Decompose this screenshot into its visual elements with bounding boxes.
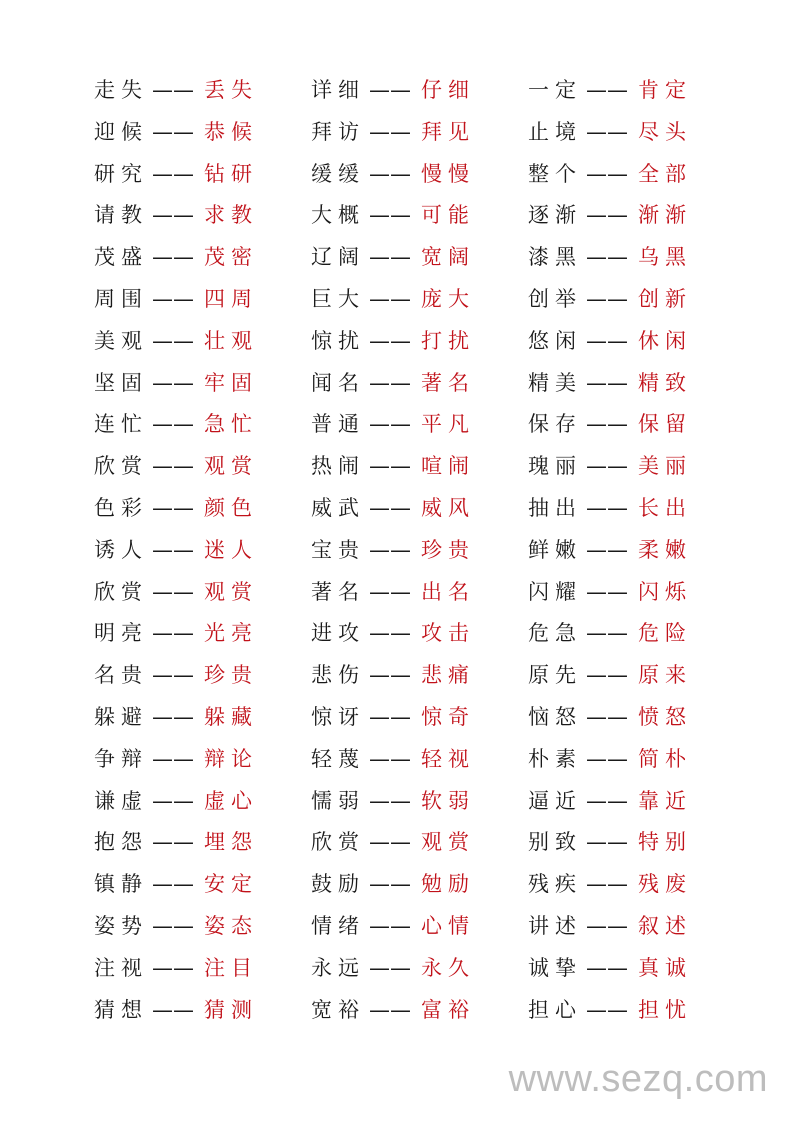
synonym-answer: 乌黑 <box>638 245 692 270</box>
source-word: 原先 <box>528 663 582 688</box>
source-word: 抽出 <box>528 495 582 520</box>
source-word: 姿势 <box>94 913 148 938</box>
pair-separator: —— <box>586 830 628 855</box>
source-word: 保存 <box>528 412 582 437</box>
synonym-answer: 珍贵 <box>204 663 258 688</box>
synonym-pair <box>528 404 692 446</box>
pair-separator: —— <box>369 872 411 897</box>
source-word: 瑰丽 <box>528 454 582 479</box>
pair-separator: —— <box>586 203 628 228</box>
pair-separator: —— <box>369 203 411 228</box>
pair-separator: —— <box>152 913 194 938</box>
synonym-answer: 心情 <box>421 913 475 938</box>
pair-separator: —— <box>586 997 628 1022</box>
synonym-answer: 软弱 <box>421 788 475 813</box>
synonym-answer: 埋怨 <box>204 830 258 855</box>
source-word: 欣赏 <box>94 579 148 604</box>
synonym-pair <box>528 70 692 112</box>
source-word: 走失 <box>94 78 148 102</box>
synonym-answer: 著名 <box>421 370 475 395</box>
source-word: 请教 <box>94 203 148 228</box>
synonym-answer: 柔嫩 <box>638 537 692 562</box>
synonym-pair <box>528 446 692 488</box>
synonym-answer: 光亮 <box>204 621 258 646</box>
synonym-pair <box>311 488 475 530</box>
synonym-pair <box>311 321 475 363</box>
synonym-pair <box>94 404 258 446</box>
synonym-answer: 求教 <box>204 203 258 228</box>
source-word: 惊扰 <box>311 328 365 353</box>
pair-separator: —— <box>586 412 628 437</box>
pair-separator: —— <box>152 579 194 604</box>
synonym-pair <box>528 864 692 906</box>
synonym-column-1 <box>94 70 258 1031</box>
synonym-pair <box>311 697 475 739</box>
source-word: 宝贵 <box>311 537 365 562</box>
pair-separator: —— <box>152 746 194 771</box>
synonym-pair <box>94 697 258 739</box>
synonym-pair <box>311 195 475 237</box>
synonym-column-3 <box>528 70 692 1031</box>
synonym-answer: 富裕 <box>421 997 475 1022</box>
synonym-pair <box>94 781 258 823</box>
synonym-pair <box>311 112 475 154</box>
pair-separator: —— <box>586 119 628 144</box>
pair-separator: —— <box>586 913 628 938</box>
source-word: 缓缓 <box>311 161 365 186</box>
synonym-answer: 威风 <box>421 495 475 520</box>
synonym-pair <box>94 70 258 112</box>
synonym-answer: 颜色 <box>204 495 258 520</box>
source-word: 闪耀 <box>528 579 582 604</box>
source-word: 著名 <box>311 579 365 604</box>
synonym-pair <box>311 990 475 1032</box>
source-word: 连忙 <box>94 412 148 437</box>
synonym-pair <box>94 237 258 279</box>
synonym-answer: 急忙 <box>204 412 258 437</box>
synonym-answer: 愤怒 <box>638 704 692 729</box>
source-word: 躲避 <box>94 704 148 729</box>
pair-separator: —— <box>152 704 194 729</box>
pair-separator: —— <box>152 830 194 855</box>
source-word: 永远 <box>311 955 365 980</box>
pair-separator: —— <box>586 663 628 688</box>
source-word: 研究 <box>94 161 148 186</box>
source-word: 危急 <box>528 621 582 646</box>
synonym-answer: 注目 <box>204 955 258 980</box>
synonym-answer: 残废 <box>638 872 692 897</box>
synonym-answer: 惊奇 <box>421 704 475 729</box>
pair-separator: —— <box>152 955 194 980</box>
synonym-answer: 特别 <box>638 830 692 855</box>
synonym-answer: 安定 <box>204 872 258 897</box>
source-word: 整个 <box>528 161 582 186</box>
synonym-answer: 勉励 <box>421 872 475 897</box>
synonym-pair <box>94 739 258 781</box>
synonym-pair <box>528 655 692 697</box>
synonym-pair <box>94 822 258 864</box>
synonym-pair <box>311 572 475 614</box>
synonym-answer: 打扰 <box>421 328 475 353</box>
pair-separator: —— <box>369 78 411 102</box>
pair-separator: —— <box>369 454 411 479</box>
synonym-pair <box>94 572 258 614</box>
synonym-answer: 仔细 <box>421 78 475 102</box>
synonym-pair <box>94 279 258 321</box>
source-word: 色彩 <box>94 495 148 520</box>
synonym-pair <box>528 279 692 321</box>
synonym-answer: 原来 <box>638 663 692 688</box>
pair-separator: —— <box>152 328 194 353</box>
synonym-pair <box>94 321 258 363</box>
synonym-pair <box>94 488 258 530</box>
synonym-pair <box>94 530 258 572</box>
source-word: 坚固 <box>94 370 148 395</box>
pair-separator: —— <box>152 245 194 270</box>
source-word: 朴素 <box>528 746 582 771</box>
source-word: 进攻 <box>311 621 365 646</box>
pair-separator: —— <box>586 245 628 270</box>
source-word: 名贵 <box>94 663 148 688</box>
source-word: 悲伤 <box>311 663 365 688</box>
synonym-pair <box>311 864 475 906</box>
pair-separator: —— <box>586 537 628 562</box>
synonym-answer: 四周 <box>204 286 258 311</box>
pair-separator: —— <box>369 412 411 437</box>
pair-separator: —— <box>369 119 411 144</box>
pair-separator: —— <box>152 161 194 186</box>
source-word: 猜想 <box>94 997 148 1022</box>
synonym-answer: 休闲 <box>638 328 692 353</box>
synonym-answer: 创新 <box>638 286 692 311</box>
source-word: 恼怒 <box>528 704 582 729</box>
synonym-answer: 慢慢 <box>421 161 475 186</box>
source-word: 担心 <box>528 997 582 1022</box>
source-word: 创举 <box>528 286 582 311</box>
source-word: 抱怨 <box>94 830 148 855</box>
pair-separator: —— <box>369 663 411 688</box>
synonym-pair <box>528 906 692 948</box>
pair-separator: —— <box>586 955 628 980</box>
pair-separator: —— <box>152 537 194 562</box>
source-word: 欣赏 <box>311 830 365 855</box>
pair-separator: —— <box>369 788 411 813</box>
synonym-answer: 猜测 <box>204 997 258 1022</box>
synonym-pair <box>311 154 475 196</box>
synonym-answer: 虚心 <box>204 788 258 813</box>
synonym-pair <box>311 781 475 823</box>
source-word: 辽阔 <box>311 245 365 270</box>
synonym-answer: 渐渐 <box>638 203 692 228</box>
synonym-pair <box>311 446 475 488</box>
synonym-pair <box>528 781 692 823</box>
pair-separator: —— <box>369 579 411 604</box>
synonym-pair <box>94 446 258 488</box>
synonym-answer: 拜见 <box>421 119 475 144</box>
synonym-pair <box>94 154 258 196</box>
source-word: 拜访 <box>311 119 365 144</box>
synonym-answer: 尽头 <box>638 119 692 144</box>
pair-separator: —— <box>586 328 628 353</box>
synonym-pair <box>311 948 475 990</box>
synonym-answer: 担忧 <box>638 997 692 1022</box>
source-word: 精美 <box>528 370 582 395</box>
synonym-answer: 保留 <box>638 412 692 437</box>
pair-separator: —— <box>152 872 194 897</box>
synonym-answer: 迷人 <box>204 537 258 562</box>
synonym-pair <box>311 404 475 446</box>
pair-separator: —— <box>369 328 411 353</box>
synonym-answer: 钻研 <box>204 161 258 186</box>
source-word: 鲜嫩 <box>528 537 582 562</box>
source-word: 热闹 <box>311 454 365 479</box>
synonym-pair <box>94 864 258 906</box>
synonym-pair <box>311 530 475 572</box>
synonym-pair <box>94 112 258 154</box>
source-word: 一定 <box>528 78 582 102</box>
synonym-pair <box>528 363 692 405</box>
pair-separator: —— <box>152 788 194 813</box>
source-word: 惊讶 <box>311 704 365 729</box>
synonym-pair <box>311 70 475 112</box>
pair-separator: —— <box>369 537 411 562</box>
synonym-pair <box>528 948 692 990</box>
synonym-answer: 长出 <box>638 495 692 520</box>
source-word: 闻名 <box>311 370 365 395</box>
synonym-answer: 靠近 <box>638 788 692 813</box>
pair-separator: —— <box>586 370 628 395</box>
synonym-answer: 躲藏 <box>204 704 258 729</box>
pair-separator: —— <box>369 704 411 729</box>
source-word: 讲述 <box>528 913 582 938</box>
pair-separator: —— <box>152 203 194 228</box>
source-word: 茂盛 <box>94 245 148 270</box>
synonym-answer: 肯定 <box>638 78 692 102</box>
source-word: 逐渐 <box>528 203 582 228</box>
synonym-answer: 悲痛 <box>421 663 475 688</box>
source-word: 情绪 <box>311 913 365 938</box>
synonym-answer: 美丽 <box>638 454 692 479</box>
synonym-pair <box>528 237 692 279</box>
pair-separator: —— <box>152 621 194 646</box>
pair-separator: —— <box>586 872 628 897</box>
pair-separator: —— <box>586 746 628 771</box>
pair-separator: —— <box>369 746 411 771</box>
pair-separator: —— <box>369 245 411 270</box>
source-word: 残疾 <box>528 872 582 897</box>
synonym-pair <box>311 279 475 321</box>
source-word: 止境 <box>528 119 582 144</box>
synonym-pair <box>94 655 258 697</box>
synonym-answer: 庞大 <box>421 286 475 311</box>
synonym-answer: 攻击 <box>421 621 475 646</box>
synonym-answer: 精致 <box>638 370 692 395</box>
source-word: 欣赏 <box>94 454 148 479</box>
pair-separator: —— <box>586 454 628 479</box>
pair-separator: —— <box>586 788 628 813</box>
synonym-pair <box>94 613 258 655</box>
source-word: 普通 <box>311 412 365 437</box>
synonym-pair <box>528 697 692 739</box>
pair-separator: —— <box>152 454 194 479</box>
pair-separator: —— <box>152 370 194 395</box>
pair-separator: —— <box>369 955 411 980</box>
synonym-pair <box>311 822 475 864</box>
synonym-pair <box>528 613 692 655</box>
synonym-pair <box>311 237 475 279</box>
source-word: 诱人 <box>94 537 148 562</box>
synonym-pair <box>528 530 692 572</box>
synonym-answer: 恭候 <box>204 119 258 144</box>
synonym-pair <box>94 990 258 1032</box>
pair-separator: —— <box>586 704 628 729</box>
synonym-answer: 观赏 <box>421 830 475 855</box>
synonym-pair <box>311 655 475 697</box>
synonym-pair <box>528 154 692 196</box>
synonym-pair <box>94 906 258 948</box>
synonym-answer: 珍贵 <box>421 537 475 562</box>
synonym-pair <box>311 739 475 781</box>
source-word: 明亮 <box>94 621 148 646</box>
pair-separator: —— <box>152 997 194 1022</box>
pair-separator: —— <box>586 579 628 604</box>
source-word: 镇静 <box>94 872 148 897</box>
source-word: 争辩 <box>94 746 148 771</box>
source-word: 诚挚 <box>528 955 582 980</box>
synonym-answer: 姿态 <box>204 913 258 938</box>
pair-separator: —— <box>586 621 628 646</box>
synonym-answer: 观赏 <box>204 454 258 479</box>
source-word: 逼近 <box>528 788 582 813</box>
source-word: 迎候 <box>94 119 148 144</box>
source-word: 周围 <box>94 286 148 311</box>
source-word: 巨大 <box>311 286 365 311</box>
pair-separator: —— <box>152 78 194 102</box>
synonym-pair <box>94 948 258 990</box>
synonym-pair <box>528 572 692 614</box>
synonym-answer: 辩论 <box>204 746 258 771</box>
source-word: 悠闲 <box>528 328 582 353</box>
source-word: 美观 <box>94 328 148 353</box>
pair-separator: —— <box>369 495 411 520</box>
synonym-answer: 观赏 <box>204 579 258 604</box>
pair-separator: —— <box>152 663 194 688</box>
synonym-column-2 <box>311 70 475 1031</box>
synonym-answer: 平凡 <box>421 412 475 437</box>
synonym-answer: 出名 <box>421 579 475 604</box>
pair-separator: —— <box>152 286 194 311</box>
synonym-answer: 丢失 <box>204 78 258 102</box>
synonym-answer: 全部 <box>638 161 692 186</box>
synonym-answer: 永久 <box>421 955 475 980</box>
synonym-answer: 茂密 <box>204 245 258 270</box>
pair-separator: —— <box>369 370 411 395</box>
pair-separator: —— <box>369 830 411 855</box>
synonym-pair <box>94 363 258 405</box>
synonym-answer: 真诚 <box>638 955 692 980</box>
pair-separator: —— <box>369 913 411 938</box>
synonym-answer: 危险 <box>638 621 692 646</box>
pair-separator: —— <box>152 412 194 437</box>
pair-separator: —— <box>369 286 411 311</box>
pair-separator: —— <box>369 161 411 186</box>
synonym-pair <box>528 739 692 781</box>
pair-separator: —— <box>586 78 628 102</box>
source-word: 鼓励 <box>311 872 365 897</box>
synonym-pair <box>311 613 475 655</box>
synonym-pair <box>311 363 475 405</box>
synonym-answer: 叙述 <box>638 913 692 938</box>
source-word: 大概 <box>311 203 365 228</box>
source-word: 漆黑 <box>528 245 582 270</box>
synonym-answer: 可能 <box>421 203 475 228</box>
synonym-pair <box>528 112 692 154</box>
synonym-pair <box>528 195 692 237</box>
source-word: 威武 <box>311 495 365 520</box>
synonym-answer: 宽阔 <box>421 245 475 270</box>
pair-separator: —— <box>369 621 411 646</box>
synonym-pair <box>311 906 475 948</box>
pair-separator: —— <box>152 119 194 144</box>
synonym-pair <box>528 488 692 530</box>
pair-separator: —— <box>586 495 628 520</box>
pair-separator: —— <box>586 286 628 311</box>
source-word: 别致 <box>528 830 582 855</box>
synonym-answer: 简朴 <box>638 746 692 771</box>
source-word: 懦弱 <box>311 788 365 813</box>
pair-separator: —— <box>369 997 411 1022</box>
source-word: 谦虚 <box>94 788 148 813</box>
synonym-answer: 喧闹 <box>421 454 475 479</box>
source-word: 轻蔑 <box>311 746 365 771</box>
synonym-answer: 闪烁 <box>638 579 692 604</box>
synonym-pair <box>528 990 692 1032</box>
source-word: 详细 <box>311 78 365 102</box>
synonym-answer: 壮观 <box>204 328 258 353</box>
synonym-pair <box>94 195 258 237</box>
site-watermark: www.sezq.com <box>508 1058 768 1100</box>
pair-separator: —— <box>586 161 628 186</box>
synonym-answer: 轻视 <box>421 746 475 771</box>
pair-separator: —— <box>152 495 194 520</box>
synonym-answer: 牢固 <box>204 370 258 395</box>
synonym-pair <box>528 822 692 864</box>
source-word: 注视 <box>94 955 148 980</box>
synonym-pair <box>528 321 692 363</box>
source-word: 宽裕 <box>311 997 365 1022</box>
